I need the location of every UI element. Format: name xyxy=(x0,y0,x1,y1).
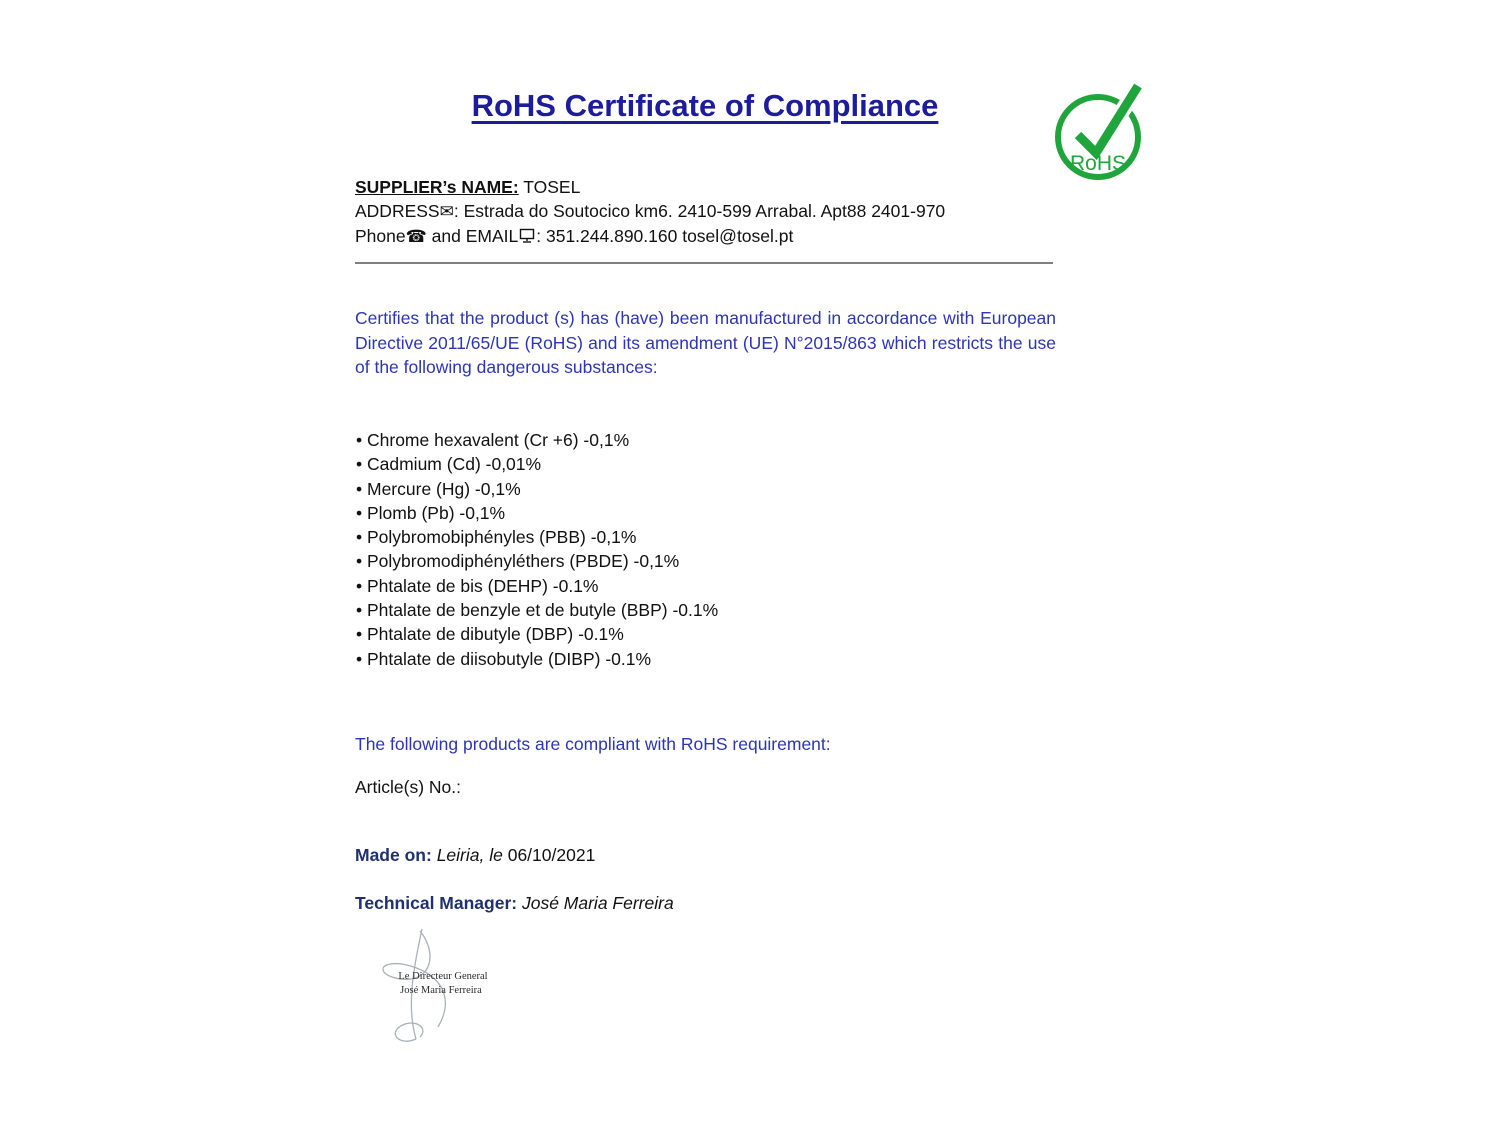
substance-item: • Polybromobiphényles (PBB) -0,1% xyxy=(356,525,718,549)
rohs-logo-label: RoHS xyxy=(1069,152,1127,175)
substance-item: • Phtalate de benzyle et de butyle (BBP) -0.1% xyxy=(356,598,718,622)
compliance-statement: The following products are compliant with RoHS requirement: xyxy=(355,734,831,754)
certification-paragraph: Certifies that the product (s) has (have) been manufactured in accordance with European Directive 2011/65/UE (RoHS) and its amendment (UE) N°2015/863 which restricts the use of the following dangerous substances: xyxy=(355,308,1056,377)
signature-block xyxy=(358,925,538,1050)
substance-item: • Phtalate de bis (DEHP) -0.1% xyxy=(356,574,718,598)
supplier-name-value: TOSEL xyxy=(523,177,581,197)
signature-scribble-icon xyxy=(358,925,538,1050)
technical-manager-label: Technical Manager: xyxy=(355,893,518,913)
signature-name-text: José Maria Ferreira xyxy=(400,985,482,996)
rohs-logo xyxy=(1050,80,1150,188)
phone-icon: ☎ xyxy=(405,227,427,246)
technical-manager-name: José Maria Ferreira xyxy=(521,893,674,913)
technical-manager-line xyxy=(355,893,674,914)
signature-title-text: Le Directeur General xyxy=(398,971,488,982)
substance-item: • Mercure (Hg) -0,1% xyxy=(356,477,718,501)
articles-label: Article(s) No.: xyxy=(355,777,461,797)
computer-icon xyxy=(518,228,536,244)
substance-item: • Plomb (Pb) -0,1% xyxy=(356,501,718,525)
supplier-name-line xyxy=(355,175,945,199)
contact-value: : 351.244.890.160 tosel@tosel.pt xyxy=(536,226,794,246)
substance-item: • Phtalate de dibutyle (DBP) -0.1% xyxy=(356,622,718,646)
substance-item: • Phtalate de diisobutyle (DIBP) -0.1% xyxy=(356,647,718,671)
page-title: RoHS Certificate of Compliance xyxy=(471,88,939,123)
phone-label: Phone xyxy=(355,226,406,246)
address-value: : Estrada do Soutocico km6. 2410-599 Arrabal. Apt88 2401-970 xyxy=(453,201,946,221)
substance-item: • Polybromodiphényléthers (PBDE) -0,1% xyxy=(356,549,718,573)
supplier-address-line xyxy=(355,199,945,224)
substances-list xyxy=(356,428,718,671)
made-on-place: Leiria, le xyxy=(436,845,503,865)
rohs-check-icon xyxy=(1050,80,1150,188)
substance-item: • Cadmium (Cd) -0,01% xyxy=(356,452,718,476)
made-on-label: Made on: xyxy=(355,845,432,865)
address-label: ADDRESS xyxy=(355,201,440,221)
made-on-date: 06/10/2021 xyxy=(507,845,596,865)
supplier-block xyxy=(355,175,945,249)
envelope-icon: ✉ xyxy=(439,202,454,221)
horizontal-divider xyxy=(355,262,1053,264)
made-on-line xyxy=(355,845,595,866)
substance-item: • Chrome hexavalent (Cr +6) -0,1% xyxy=(356,428,718,452)
supplier-contact-line xyxy=(355,224,945,249)
supplier-name-label: SUPPLIER’s NAME: xyxy=(355,177,519,197)
email-label: and EMAIL xyxy=(426,226,519,246)
